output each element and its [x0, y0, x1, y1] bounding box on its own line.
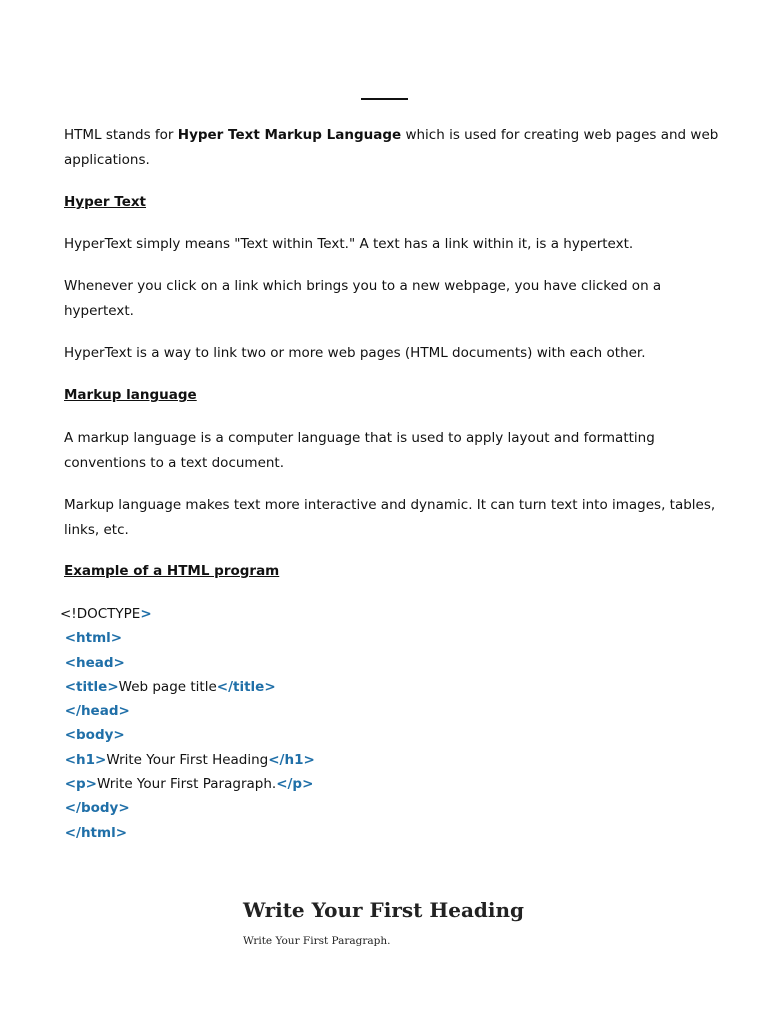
code-line-html-close: </html> — [60, 824, 128, 841]
example-heading: Example of a HTML program — [64, 563, 280, 579]
code-line-head-open: <head> — [60, 654, 125, 671]
markup-paragraph-1: A markup language is a computer language that is used to apply layout and formatting conventions to a text document. — [64, 430, 655, 471]
code-line-doctype: <!DOCTYPE> — [60, 606, 152, 622]
code-line-head-close: </head> — [60, 703, 130, 720]
rendered-output-preview — [236, 890, 616, 960]
code-line-h1: <h1>Write Your First Heading</h1> — [60, 751, 315, 768]
intro-suffix: which is used for creating web pages and web applications. — [64, 127, 719, 168]
code-line-body-close: </body> — [60, 800, 130, 817]
markup-paragraph-2: Markup language makes text more interactive and dynamic. It can turn text into images, tables, links, etc. — [64, 497, 716, 538]
hypertext-paragraph-1: HyperText simply means "Text within Text." A text has a link within it, is a hypertext. — [64, 236, 634, 252]
hypertext-paragraph-2: Whenever you click on a link which brings you to a new webpage, you have clicked on a hypertext. — [64, 278, 662, 319]
code-line-p: <p>Write Your First Paragraph.</p> — [60, 776, 314, 793]
code-line-title: <title>Web page title</title> — [60, 678, 276, 695]
code-line-html-open: <html> — [60, 630, 123, 647]
intro-bold-term: Hyper Text Markup Language — [177, 127, 402, 143]
code-example — [60, 602, 315, 845]
hypertext-paragraph-3: HyperText is a way to link two or more web pages (HTML documents) with each other. — [64, 345, 646, 361]
preview-heading: Write Your First Heading — [243, 898, 525, 922]
intro-paragraph — [64, 123, 724, 172]
code-line-body-open: <body> — [60, 727, 125, 744]
top-divider — [361, 98, 408, 100]
hypertext-heading: Hyper Text — [64, 194, 147, 210]
intro-prefix: HTML stands for — [64, 127, 178, 143]
preview-paragraph: Write Your First Paragraph. — [243, 935, 391, 947]
markup-heading: Markup language — [64, 387, 197, 403]
